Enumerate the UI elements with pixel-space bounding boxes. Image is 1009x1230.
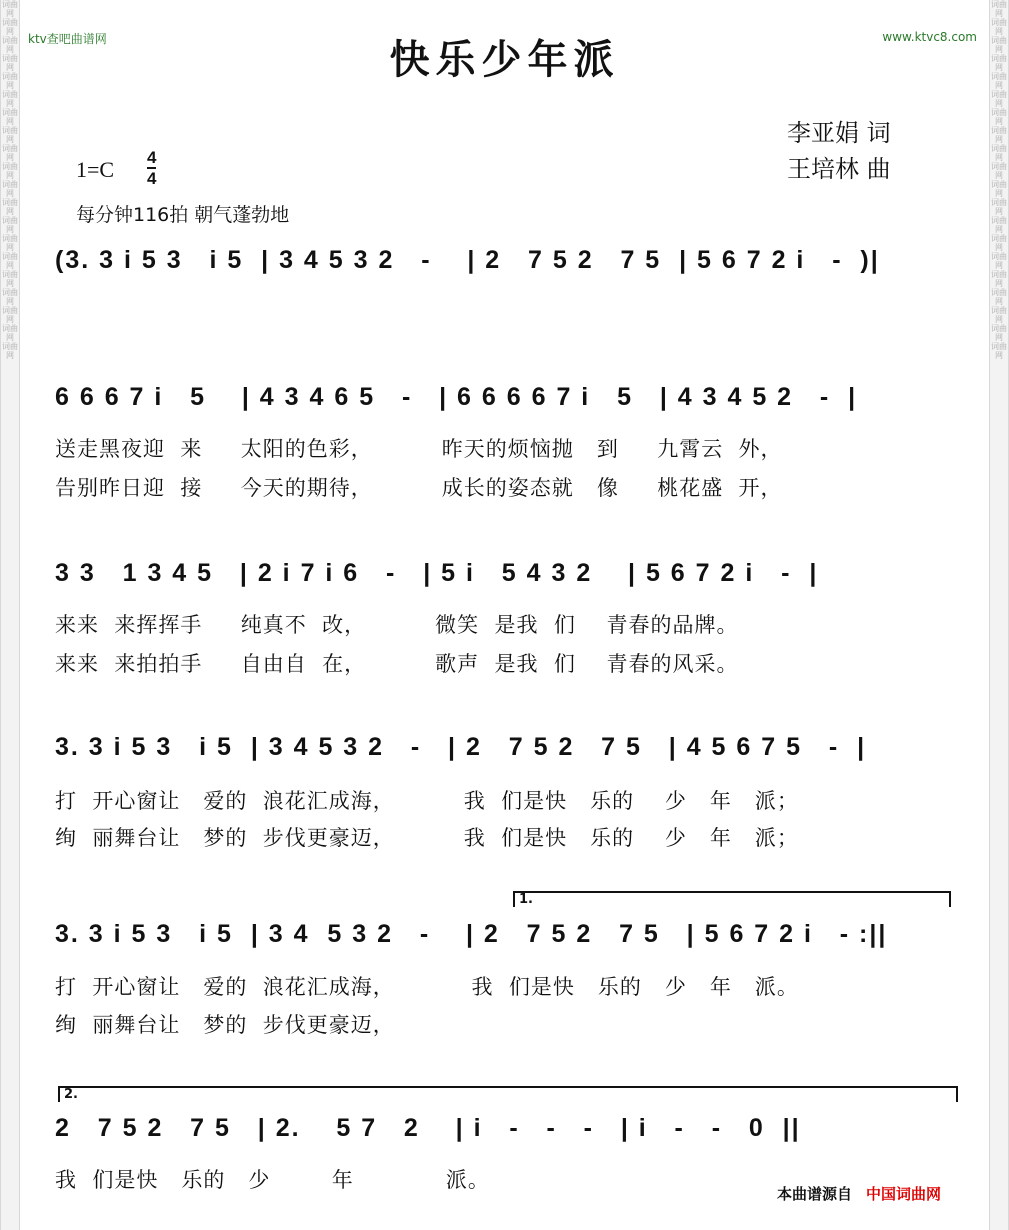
key-signature: 1=C [76, 157, 115, 182]
tempo-marking: 每分钟116拍 朝气蓬勃地 [76, 204, 290, 226]
lyric-verse-1: 我 们是快 乐的 少 年 派。 [55, 1168, 490, 1192]
source-label: 本曲谱源自 [777, 1185, 853, 1203]
lyric-verse-1: 送走黑夜迎 来 太阳的色彩， 昨天的烦恼抛 到 九霄云 外， [55, 437, 783, 461]
volta-label: 1. [519, 892, 533, 907]
source-credit [777, 1183, 941, 1204]
time-signature [147, 148, 156, 188]
source-site-link[interactable]: 中国词曲网 [866, 1185, 942, 1203]
volta-bracket-1 [513, 891, 951, 907]
staff-row-3 [0, 731, 1009, 771]
lyric-verse-1: 打 开心窗让 爱的 浪花汇成海， 我 们是快 乐的 少 年 派。 [55, 975, 799, 999]
notation-line: (3. 3 i 5 3 i 5 | 3 4 5 3 2 - | 2 7 5 2 7 5 | 5 6 7 2 i - )| [55, 246, 880, 274]
lyricist: 李亚娟 词 [787, 119, 891, 147]
watermark-text: 词曲网 词曲网 词曲网 词曲网 词曲网 词曲网 词曲网 词曲网 词曲网 词曲网 词曲网 词曲网 词曲网 词曲网 词曲网 词曲网 词曲网 词曲网 词曲网 词曲网 [2, 0, 18, 360]
time-top: 4 [147, 148, 157, 167]
composer: 王培林 曲 [787, 155, 891, 183]
lyric-verse-2: 绚 丽舞台让 梦的 步伐更豪迈， 我 们是快 乐的 少 年 派； [55, 826, 799, 850]
lyric-verse-2: 绚 丽舞台让 梦的 步伐更豪迈， [55, 1013, 395, 1037]
time-bottom: 4 [147, 169, 157, 188]
staff-row-5 [0, 1112, 1009, 1152]
notation-line: 3 3 1 3 4 5 | 2 i 7 i 6 - | 5 i 5 4 3 2 | 5 6 7 2 i - | [55, 559, 819, 587]
lyric-verse-1: 打 开心窗让 爱的 浪花汇成海， 我 们是快 乐的 少 年 派； [55, 789, 799, 813]
volta-bracket-2 [58, 1086, 958, 1102]
lyric-verse-2: 告别昨日迎 接 今天的期待， 成长的姿态就 像 桃花盛 开， [55, 476, 783, 500]
notation-line: 3. 3 i 5 3 i 5 | 3 4 5 3 2 - | 2 7 5 2 7 5 | 4 5 6 7 5 - | [55, 733, 867, 761]
notation-line: 3. 3 i 5 3 i 5 | 3 4 5 3 2 - | 2 7 5 2 7 5 | 5 6 7 2 i - :|| [55, 920, 888, 948]
site-watermark-left: ktv查吧曲谱网 [28, 32, 107, 46]
staff-row-1 [0, 381, 1009, 421]
staff-row-intro [0, 244, 1009, 284]
song-title: 快乐少年派 [389, 36, 620, 83]
watermark-strip-right [989, 0, 1009, 1230]
staff-row-4 [0, 918, 1009, 958]
watermark-text: 词曲网 词曲网 词曲网 词曲网 词曲网 词曲网 词曲网 词曲网 词曲网 词曲网 词曲网 词曲网 词曲网 词曲网 词曲网 词曲网 词曲网 词曲网 词曲网 词曲网 [991, 0, 1007, 360]
site-watermark-right: www.ktvc8.com [882, 30, 977, 44]
notation-line: 2 7 5 2 7 5 | 2. 5 7 2 | i - - - | i - - 0 || [55, 1114, 801, 1142]
lyric-verse-1: 来来 来挥挥手 纯真不 改， 微笑 是我 们 青春的品牌。 [55, 613, 739, 637]
staff-row-2 [0, 557, 1009, 597]
volta-label: 2. [64, 1087, 78, 1102]
lyric-verse-2: 来来 来拍拍手 自由自 在， 歌声 是我 们 青春的风采。 [55, 652, 739, 676]
notation-line: 6 6 6 7 i 5 | 4 3 4 6 5 - | 6 6 6 6 7 i 5 | 4 3 4 5 2 - | [55, 383, 858, 411]
watermark-strip-left [0, 0, 20, 1230]
